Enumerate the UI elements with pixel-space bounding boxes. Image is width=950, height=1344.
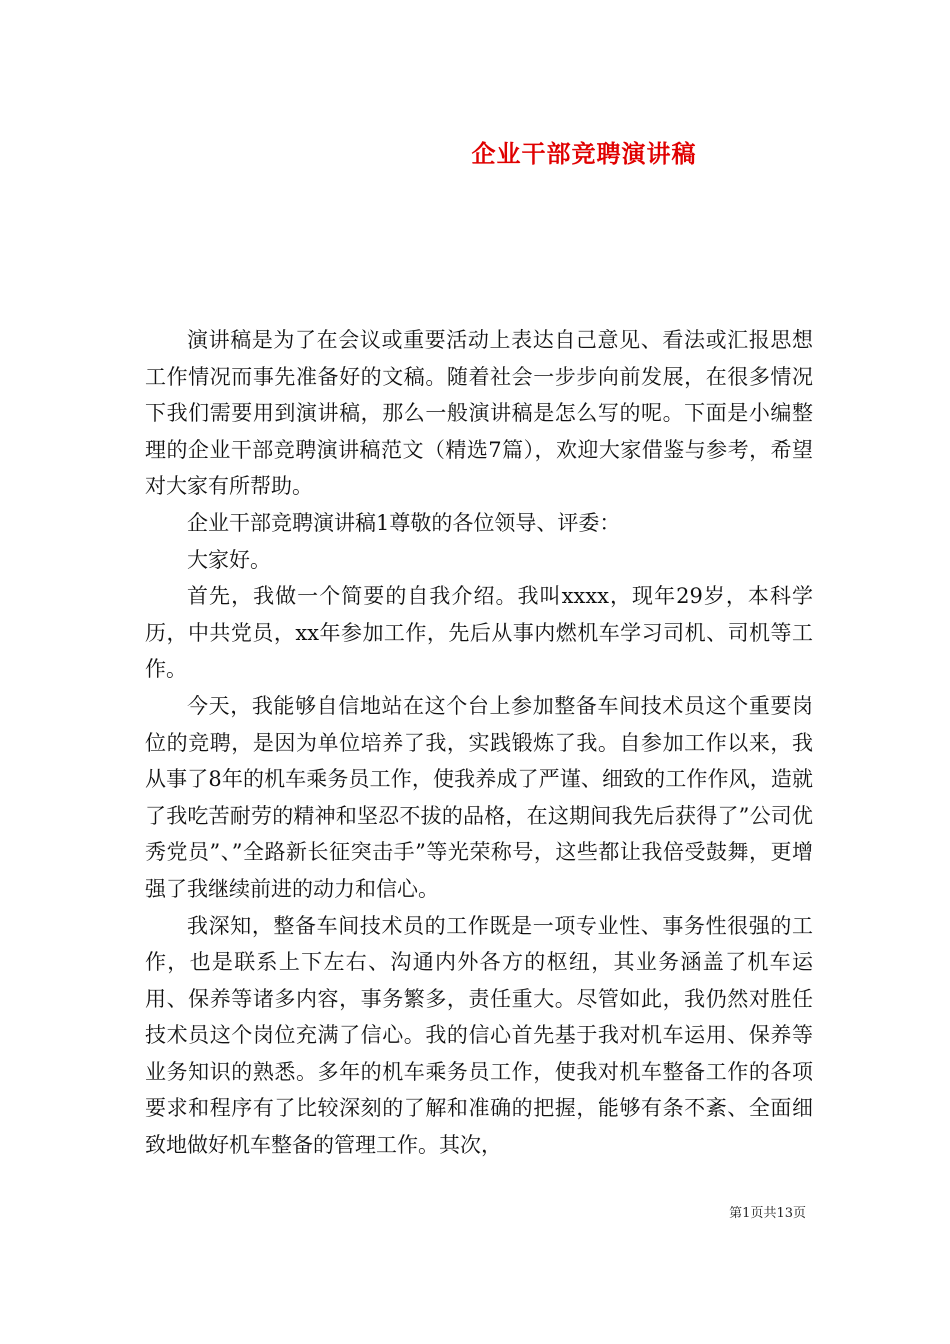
confidence-paragraph: 我深知，整备车间技术员的工作既是一项专业性、事务性很强的工作，也是联系上下左右、沟通内外各方的枢纽，其业务涵盖了机车运用、保养等诸多内容，事务繁多，责任重大。尽管如此，我仍然对胜任技术员这个岗位充满了信心。我的信心首先基于我对机车运用、保养等业务知识的熟悉。多年的机车乘务员工作，使我对机车整备工作的各项要求和程序有了比较深刻的了解和准确的把握，能够有条不紊、全面细致地做好机车整备的管理工作。其次，	[145, 913, 813, 1158]
experience-paragraph: 今天，我能够自信地站在这个台上参加整备车间技术员这个重要岗位的竞聘，是因为单位培养了我，实践锻炼了我。自参加工作以来，我从事了8年的机车乘务员工作，使我养成了严谨、细致的工作作风，造就了我吃苦耐劳的精神和坚忍不拔的品格，在这期间我先后获得了”公司优秀党员”、”全路新长征突击手”等光荣称号，这些都让我倍受鼓舞，更增强了我继续前进的动力和信心。	[145, 693, 813, 901]
page-number: 第1页共13页	[729, 1206, 806, 1221]
speech-heading-paragraph: 企业干部竞聘演讲稿1尊敬的各位领导、评委：	[187, 510, 621, 535]
intro-paragraph: 演讲稿是为了在会议或重要活动上表达自己意见、看法或汇报思想工作情况而事先准备好的文稿。随着社会一步步向前发展，在很多情况下我们需要用到演讲稿，那么一般演讲稿是怎么写的呢。下面是小编整理的企业干部竞聘演讲稿范文（精选7篇），欢迎大家借鉴与参考，希望对大家有所帮助。	[145, 328, 813, 499]
self-introduction-paragraph: 首先，我做一个简要的自我介绍。我叫xxxx，现年29岁，本科学历，中共党员，xx年参加工作，先后从事内燃机车学习司机、司机等工作。	[145, 584, 813, 682]
greeting-paragraph: 大家好。	[187, 547, 271, 572]
document-body	[145, 322, 813, 1164]
document-title: 企业干部竞聘演讲稿	[471, 139, 697, 168]
